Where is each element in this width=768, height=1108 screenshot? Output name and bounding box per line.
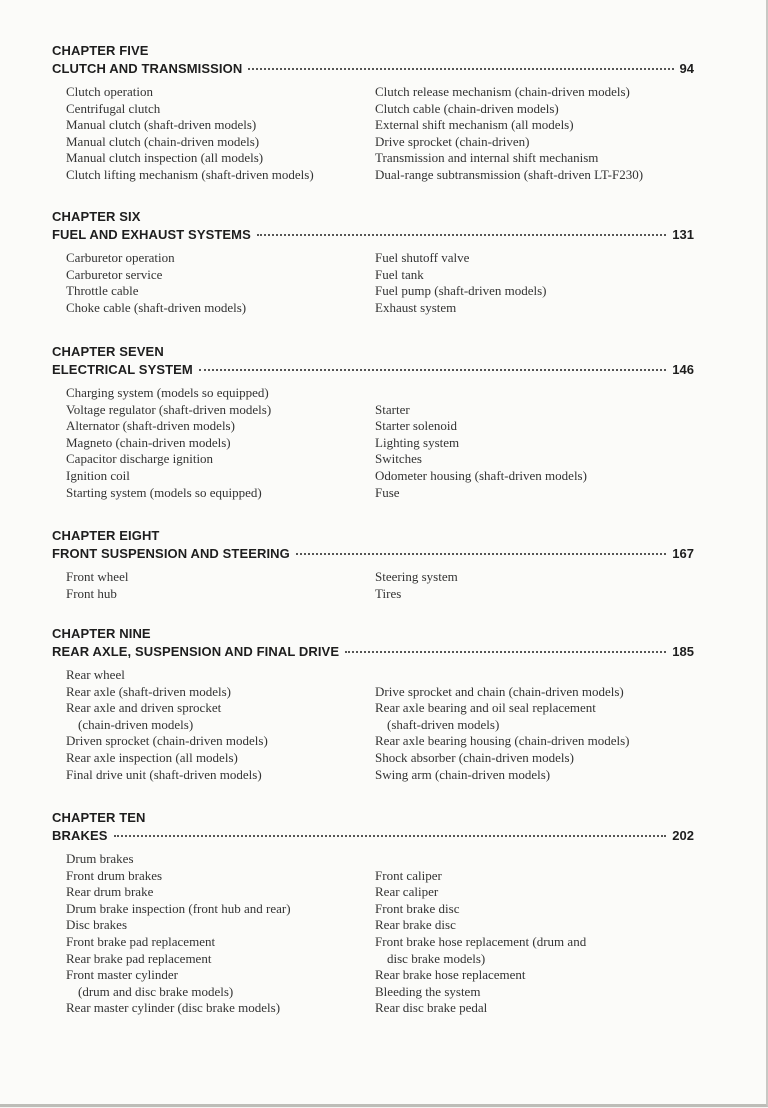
list-item: Swing arm (chain-driven models) [375,766,551,782]
list-item: Front master cylinder [66,967,178,983]
list-item: Steering system [375,569,458,584]
chapter-title: REAR AXLE, SUSPENSION AND FINAL DRIVE [52,644,340,659]
section-list [52,84,694,184]
chapter-title-row[interactable] [52,226,694,244]
right-column [375,84,694,184]
dot-leader [199,369,666,371]
dot-leader [257,234,666,236]
list-item: Clutch lifting mechanism (shaft-driven models) [66,166,314,182]
list-item: Capacitor discharge ignition [66,451,214,467]
list-item: Rear axle inspection (all models) [66,749,238,765]
list-item: Dual-range subtransmission (shaft-driven LT-F230) [375,166,644,182]
chapter-title-row[interactable] [52,361,694,379]
section-list [52,569,694,602]
section-list [52,250,694,316]
list-item: Odometer housing (shaft-driven models) [375,467,587,483]
list-item: Final drive unit (shaft-driven models) [66,766,262,782]
chapter-label: CHAPTER SIX [52,209,141,224]
page-number: 167 [672,546,694,561]
chapter-seven [52,343,694,501]
list-item: Manual clutch (chain-driven models) [66,133,260,149]
list-item: Transmission and internal shift mechanism [375,150,599,166]
list-item: Front brake hose replacement (drum and [375,933,587,949]
right-column [375,569,694,602]
left-column [52,569,375,602]
list-item: Clutch cable (chain-driven models) [375,100,559,116]
column-spacer [375,851,694,868]
chapter-title: ELECTRICAL SYSTEM [52,362,193,377]
list-item: Rear axle (shaft-driven models) [66,683,231,699]
list-item: Front brake pad replacement [66,933,216,949]
list-item: Voltage regulator (shaft-driven models) [66,401,272,417]
left-column [52,250,375,316]
column-spacer [375,385,694,402]
list-item: Drive sprocket (chain-driven) [375,133,530,149]
list-item: Centrifugal clutch [66,100,161,116]
list-item: Driven sprocket (chain-driven models) [66,733,268,749]
right-column [375,250,694,316]
column-spacer [375,667,694,684]
right-column [375,385,694,501]
dot-leader [248,68,673,70]
list-item: Manual clutch inspection (all models) [66,150,264,166]
list-item: Disc brakes [66,917,128,933]
section-list [52,385,694,501]
list-item: Shock absorber (chain-driven models) [375,749,574,765]
list-item: Carburetor operation [66,250,175,265]
chapter-label: CHAPTER SEVEN [52,344,164,359]
list-item: Ignition coil [66,467,130,483]
list-item: Front caliper [375,867,442,883]
dot-leader [114,835,667,837]
section-list [52,851,694,1017]
list-item: Rear disc brake pedal [375,1000,488,1016]
chapter-title-row[interactable] [52,60,694,78]
list-item: (chain-driven models) [78,716,194,732]
chapter-nine [52,625,694,783]
chapter-label: CHAPTER TEN [52,810,146,825]
list-item: Fuse [375,484,400,500]
list-item: Rear axle bearing housing (chain-driven models) [375,733,630,749]
page-number: 146 [672,362,694,377]
list-item: Front hub [66,585,117,601]
right-column [375,667,694,783]
list-item: Rear wheel [66,667,125,682]
list-item: Magneto (chain-driven models) [66,434,231,450]
left-column [52,667,375,783]
chapter-six [52,208,694,316]
chapter-title: CLUTCH AND TRANSMISSION [52,61,243,76]
list-item: Fuel shutoff valve [375,250,470,265]
chapter-label: CHAPTER EIGHT [52,528,160,543]
list-item: Clutch operation [66,84,154,99]
list-item: disc brake models) [387,950,486,966]
list-item: External shift mechanism (all models) [375,117,574,133]
dot-leader [296,553,666,555]
list-item: Charging system (models so equipped) [66,385,269,400]
chapter-title: BRAKES [52,828,108,843]
list-item: Rear caliper [375,884,439,900]
dot-leader [345,651,666,653]
page-number: 185 [672,644,694,659]
list-item: Alternator (shaft-driven models) [66,418,235,434]
left-column [52,385,375,501]
chapter-title-row[interactable] [52,643,694,661]
section-list [52,667,694,783]
list-item: Rear brake pad replacement [66,950,212,966]
page-number: 131 [672,227,694,242]
list-item: (drum and disc brake models) [78,983,234,999]
chapter-title: FUEL AND EXHAUST SYSTEMS [52,227,251,242]
list-item: Fuel tank [375,266,424,282]
list-item: Throttle cable [66,283,139,299]
list-item: Fuel pump (shaft-driven models) [375,283,547,299]
chapter-eight [52,527,694,602]
list-item: (shaft-driven models) [387,716,500,732]
list-item: Front drum brakes [66,867,163,883]
list-item: Drive sprocket and chain (chain-driven models) [375,683,624,699]
list-item: Manual clutch (shaft-driven models) [66,117,257,133]
left-column [52,84,375,184]
list-item: Drum brakes [66,851,134,866]
list-item: Starting system (models so equipped) [66,484,262,500]
list-item: Rear brake disc [375,917,456,933]
list-item: Rear master cylinder (disc brake models) [66,1000,281,1016]
chapter-ten [52,809,694,1017]
list-item: Rear axle bearing and oil seal replacement [375,700,596,716]
list-item: Starter solenoid [375,418,457,434]
list-item: Carburetor service [66,266,163,282]
chapter-label: CHAPTER FIVE [52,43,149,58]
page-number: 94 [679,61,694,76]
list-item: Bleeding the system [375,983,481,999]
list-item: Rear axle and driven sprocket [66,700,222,716]
chapter-title-row[interactable] [52,827,694,845]
list-item: Tires [375,585,402,601]
list-item: Lighting system [375,434,460,450]
list-item: Starter [375,401,410,417]
list-item: Choke cable (shaft-driven models) [66,299,247,315]
list-item: Front wheel [66,569,129,584]
chapter-five [52,42,694,184]
left-column [52,851,375,1017]
list-item: Rear brake hose replacement [375,967,526,983]
list-item: Switches [375,451,422,467]
list-item: Front brake disc [375,900,460,916]
right-column [375,851,694,1017]
list-item: Clutch release mechanism (chain-driven models) [375,84,630,99]
chapter-label: CHAPTER NINE [52,626,151,641]
list-item: Drum brake inspection (front hub and rear) [66,900,291,916]
page-number: 202 [672,828,694,843]
chapter-title: FRONT SUSPENSION AND STEERING [52,546,290,561]
chapter-title-row[interactable] [52,545,694,563]
list-item: Rear drum brake [66,884,154,900]
list-item: Exhaust system [375,299,457,315]
